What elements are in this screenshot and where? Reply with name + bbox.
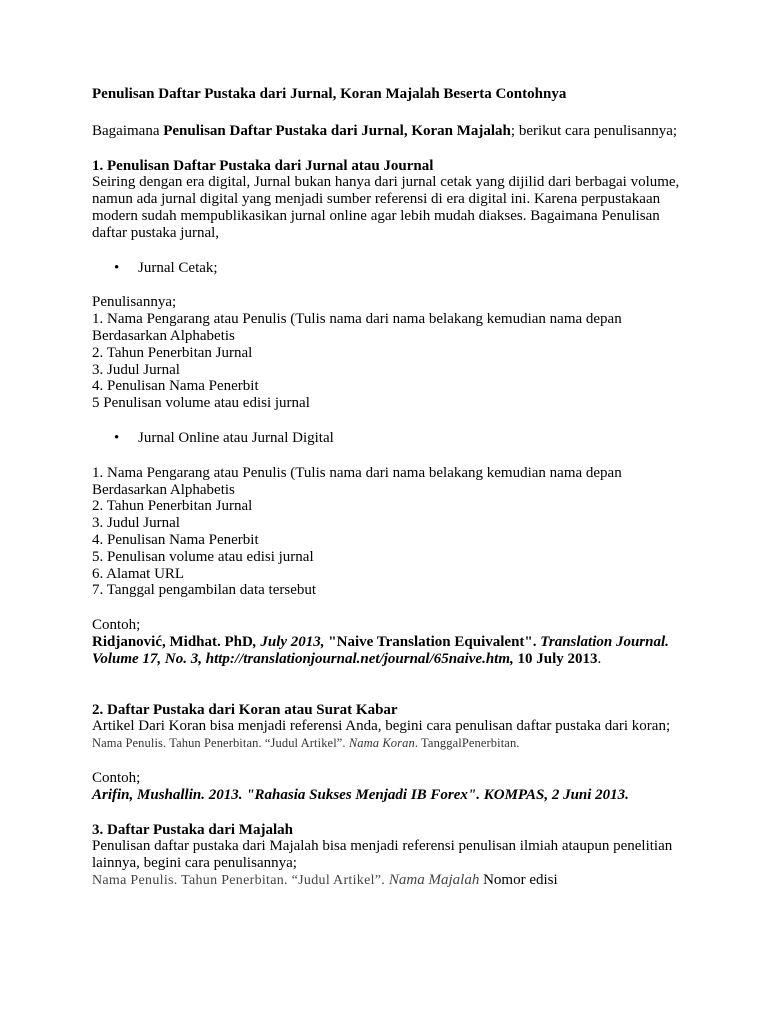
koran-example-citation: Arifin, Mushallin. 2013. "Rahasia Sukses Menjadi IB Forex". KOMPAS, 2 Juni 2013. <box>92 786 629 803</box>
list-item: 5. Penulisan volume atau edisi jurnal <box>92 548 314 565</box>
list-item: 2. Tahun Penerbitan Jurnal <box>92 344 253 361</box>
citation-end: . <box>597 650 602 667</box>
list-item: 5 Penulisan volume atau edisi jurnal <box>92 395 310 412</box>
citation-accessed: 10 July 2013 <box>513 650 598 667</box>
section1-heading: 1. Penulisan Daftar Pustaka dari Jurnal atau Journal <box>92 157 434 174</box>
penulisan-label: Penulisannya; <box>92 294 177 311</box>
document-title: Penulisan Daftar Pustaka dari Jurnal, Koran Majalah Beserta Contohnya <box>92 86 567 102</box>
intro-post: ; berikut cara penulisannya; <box>510 122 678 139</box>
list-item: 6. Alamat URL <box>92 565 185 582</box>
format-post: . TanggalPenerbitan. <box>414 736 520 751</box>
format-post: Nomor edisi <box>479 871 558 888</box>
bullet-label: Jurnal Online atau Jurnal Digital <box>138 429 334 446</box>
bullet-icon: • <box>114 429 120 446</box>
contoh-label: Contoh; <box>92 617 141 634</box>
intro-bold: Penulisan Daftar Pustaka dari Jurnal, Koran Majalah <box>163 122 511 139</box>
bullet-icon: • <box>114 259 120 276</box>
format-italic: Nama Majalah <box>388 871 480 888</box>
format-italic: Nama Koran <box>348 736 415 751</box>
format-pre: Nama Penulis. Tahun Penerbitan. “Judul Artikel”. <box>92 736 349 751</box>
list-item: 1. Nama Pengarang atau Penulis (Tulis nama dari nama belakang kemudian nama depan Berdasarkan Alphabetis <box>92 311 622 344</box>
list-item: 2. Tahun Penerbitan Jurnal <box>92 498 253 515</box>
section2-body: Artikel Dari Koran bisa menjadi referensi Anda, begini cara penulisan daftar pustaka dari koran; <box>92 718 671 735</box>
section2-heading: 2. Daftar Pustaka dari Koran atau Surat Kabar <box>92 701 398 718</box>
citation-journal: Translation Journal. Volume 17, No. 3, http://translationjournal.net/journal/65naive.htm, <box>92 633 669 667</box>
section3-heading: 3. Daftar Pustaka dari Majalah <box>92 821 293 838</box>
section3-body: Penulisan daftar pustaka dari Majalah bisa menjadi referensi penulisan ilmiah ataupun penelitian lainnya, begini cara penulisannya; <box>92 838 673 872</box>
journal-example-citation <box>92 634 692 668</box>
section1-body: Seiring dengan era digital, Jurnal bukan hanya dari jurnal cetak yang dijilid dari berbagai volume, namun ada jurnal digital yang menjadi sumber referensi di era digital ini. Karena perpustakaan modern sudah mempublikasikan jurnal online agar lebih mudah diakses. Bagaimana Penulisan daftar pustaka jurnal, <box>92 174 680 241</box>
intro-pre: Bagaimana <box>92 122 164 139</box>
intro-paragraph <box>92 123 692 140</box>
list-item: 1. Nama Pengarang atau Penulis (Tulis nama dari nama belakang kemudian nama depan Berdasarkan Alphabetis <box>92 464 622 498</box>
document-page <box>92 86 692 890</box>
format-pre: Nama Penulis. Tahun Penerbitan. “Judul Artikel”. <box>92 872 389 888</box>
bullet-label: Jurnal Cetak; <box>138 259 218 276</box>
citation-date: , July 2013, <box>252 633 329 650</box>
majalah-format <box>92 872 692 890</box>
list-item: 3. Judul Jurnal <box>92 515 180 532</box>
list-item: 3. Judul Jurnal <box>92 361 180 378</box>
list-item: 4. Penulisan Nama Penerbit <box>92 531 259 548</box>
koran-format <box>92 735 692 752</box>
citation-title: "Naive Translation Equivalent". <box>328 633 541 650</box>
bullet-jurnal-online <box>92 430 692 447</box>
contoh-label: Contoh; <box>92 769 141 786</box>
list-jurnal-online <box>92 465 692 599</box>
list-item: 4. Penulisan Nama Penerbit <box>92 378 259 395</box>
list-item: 7. Tanggal pengambilan data tersebut <box>92 582 317 599</box>
citation-author: Ridjanović, Midhat. PhD <box>92 633 253 650</box>
bullet-jurnal-cetak <box>92 260 692 277</box>
list-jurnal-cetak <box>92 311 692 412</box>
